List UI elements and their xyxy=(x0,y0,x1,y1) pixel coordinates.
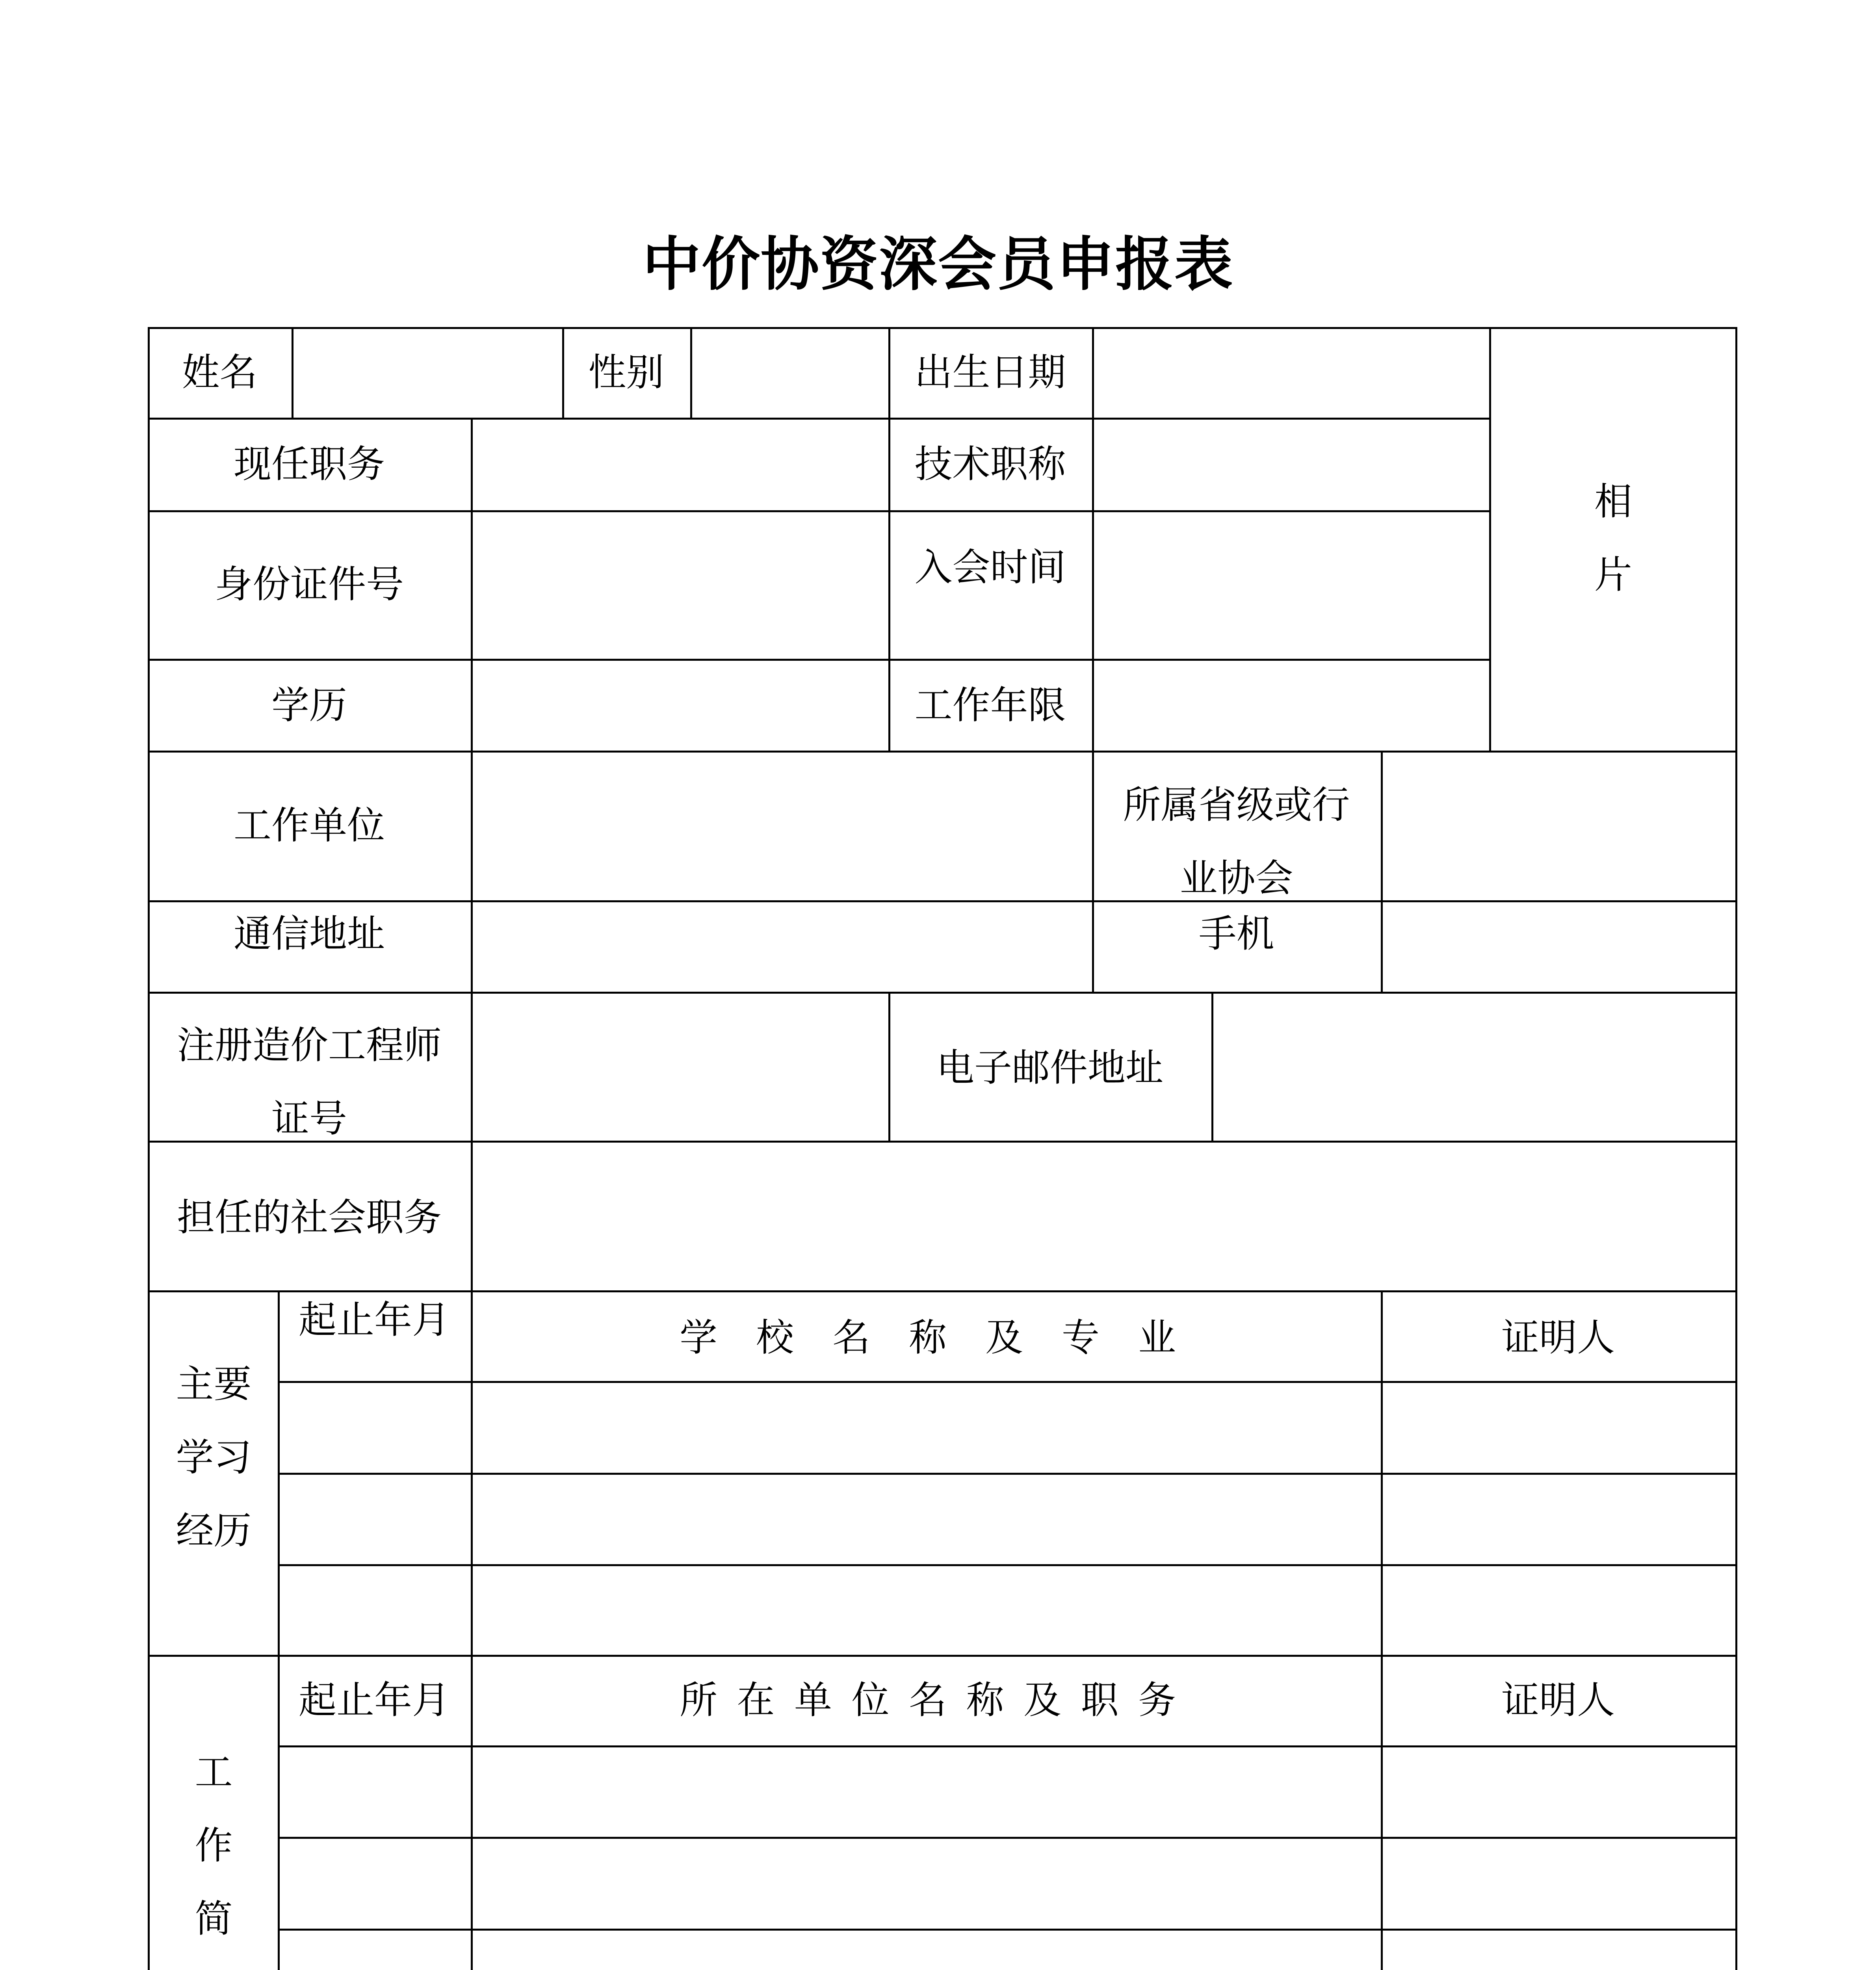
work-char-2: 作 xyxy=(195,1823,233,1868)
border-right xyxy=(1735,327,1737,1970)
association-field[interactable] xyxy=(1383,753,1735,900)
label-cert-no xyxy=(148,1009,471,1155)
label-employer: 工作单位 xyxy=(234,803,385,847)
unit-char: 称 xyxy=(966,1678,1004,1722)
school-char: 专 xyxy=(1062,1316,1100,1360)
label-id-number: 身份证件号 xyxy=(215,562,404,606)
label-name: 姓名 xyxy=(182,350,258,394)
label-work-unit xyxy=(680,1680,1176,1720)
study-line-1: 主要 xyxy=(176,1362,252,1406)
label-tech-title: 技术职称 xyxy=(914,442,1066,486)
row-line xyxy=(278,1745,1737,1747)
row-line xyxy=(278,1929,1737,1931)
row-line xyxy=(148,1655,1737,1657)
cert-no-line-2: 证号 xyxy=(271,1097,347,1141)
work-char-3: 简 xyxy=(195,1897,233,1941)
school-char: 学 xyxy=(680,1316,717,1360)
position-field[interactable] xyxy=(473,420,888,510)
association-line-1: 所属省级或行 xyxy=(1123,783,1350,827)
label-study-period: 起止年月 xyxy=(299,1298,450,1342)
label-association xyxy=(1092,768,1381,915)
education-field[interactable] xyxy=(473,661,888,751)
tech-title-field[interactable] xyxy=(1094,420,1489,510)
id-number-field[interactable] xyxy=(473,512,888,659)
label-email: 电子邮件地址 xyxy=(936,1046,1163,1090)
social-roles-field[interactable] xyxy=(473,1143,1735,1290)
school-char: 校 xyxy=(756,1316,794,1360)
unit-char: 单 xyxy=(794,1678,832,1722)
label-gender: 性别 xyxy=(588,350,664,394)
birth-date-field[interactable] xyxy=(1094,329,1489,418)
school-char: 业 xyxy=(1138,1316,1176,1360)
school-char: 名 xyxy=(832,1316,870,1360)
label-study-school xyxy=(680,1316,1176,1360)
row-line xyxy=(148,1290,1737,1292)
school-char: 及 xyxy=(985,1316,1023,1360)
unit-char: 及 xyxy=(1023,1678,1061,1722)
photo-box[interactable] xyxy=(1491,329,1735,751)
label-position: 现任职务 xyxy=(234,442,385,486)
name-field[interactable] xyxy=(293,329,562,418)
address-field[interactable] xyxy=(473,902,1092,992)
label-social-roles: 担任的社会职务 xyxy=(177,1195,442,1240)
col-line xyxy=(471,1290,473,1970)
cert-no-field[interactable] xyxy=(473,994,888,1141)
label-work-witness: 证明人 xyxy=(1501,1678,1615,1722)
join-time-field[interactable] xyxy=(1094,512,1489,659)
employer-field[interactable] xyxy=(473,753,1092,900)
col-line xyxy=(278,1290,280,1970)
label-education: 学历 xyxy=(271,683,347,727)
photo-char-2: 片 xyxy=(1594,553,1632,597)
label-work-section xyxy=(150,1736,278,1970)
work-char-1: 工 xyxy=(195,1750,233,1794)
unit-char: 职 xyxy=(1081,1678,1119,1722)
label-work-period: 起止年月 xyxy=(299,1678,450,1722)
label-work-years: 工作年限 xyxy=(914,683,1066,727)
label-study-section xyxy=(150,1347,278,1567)
email-field[interactable] xyxy=(1213,994,1735,1141)
label-mobile: 手机 xyxy=(1198,912,1274,956)
label-join-time: 入会时间 xyxy=(914,545,1066,589)
form-title: 中价协资深会员申报表 xyxy=(643,230,1233,298)
row-line xyxy=(278,1381,1737,1383)
label-birth-date: 出生日期 xyxy=(914,350,1066,394)
unit-char: 务 xyxy=(1138,1678,1176,1722)
study-line-3: 经历 xyxy=(176,1509,252,1553)
work-char-4 xyxy=(195,1955,233,1970)
unit-char: 位 xyxy=(851,1678,890,1722)
work-years-field[interactable] xyxy=(1094,661,1489,751)
unit-char: 所 xyxy=(680,1678,717,1722)
label-address: 通信地址 xyxy=(234,912,385,956)
photo-char-1: 相 xyxy=(1594,479,1632,524)
row-line xyxy=(278,1564,1737,1566)
row-line xyxy=(278,1837,1737,1839)
cert-no-line-1: 注册造价工程师 xyxy=(177,1023,442,1067)
association-line-2: 业协会 xyxy=(1179,856,1293,900)
row-line xyxy=(278,1473,1737,1475)
label-study-witness: 证明人 xyxy=(1501,1316,1615,1360)
school-char: 称 xyxy=(909,1316,947,1360)
col-line xyxy=(1381,1290,1383,1970)
unit-char: 名 xyxy=(909,1678,947,1722)
gender-field[interactable] xyxy=(692,329,888,418)
unit-char: 在 xyxy=(737,1678,775,1722)
mobile-field[interactable] xyxy=(1383,902,1735,992)
study-line-2: 学习 xyxy=(176,1435,252,1479)
